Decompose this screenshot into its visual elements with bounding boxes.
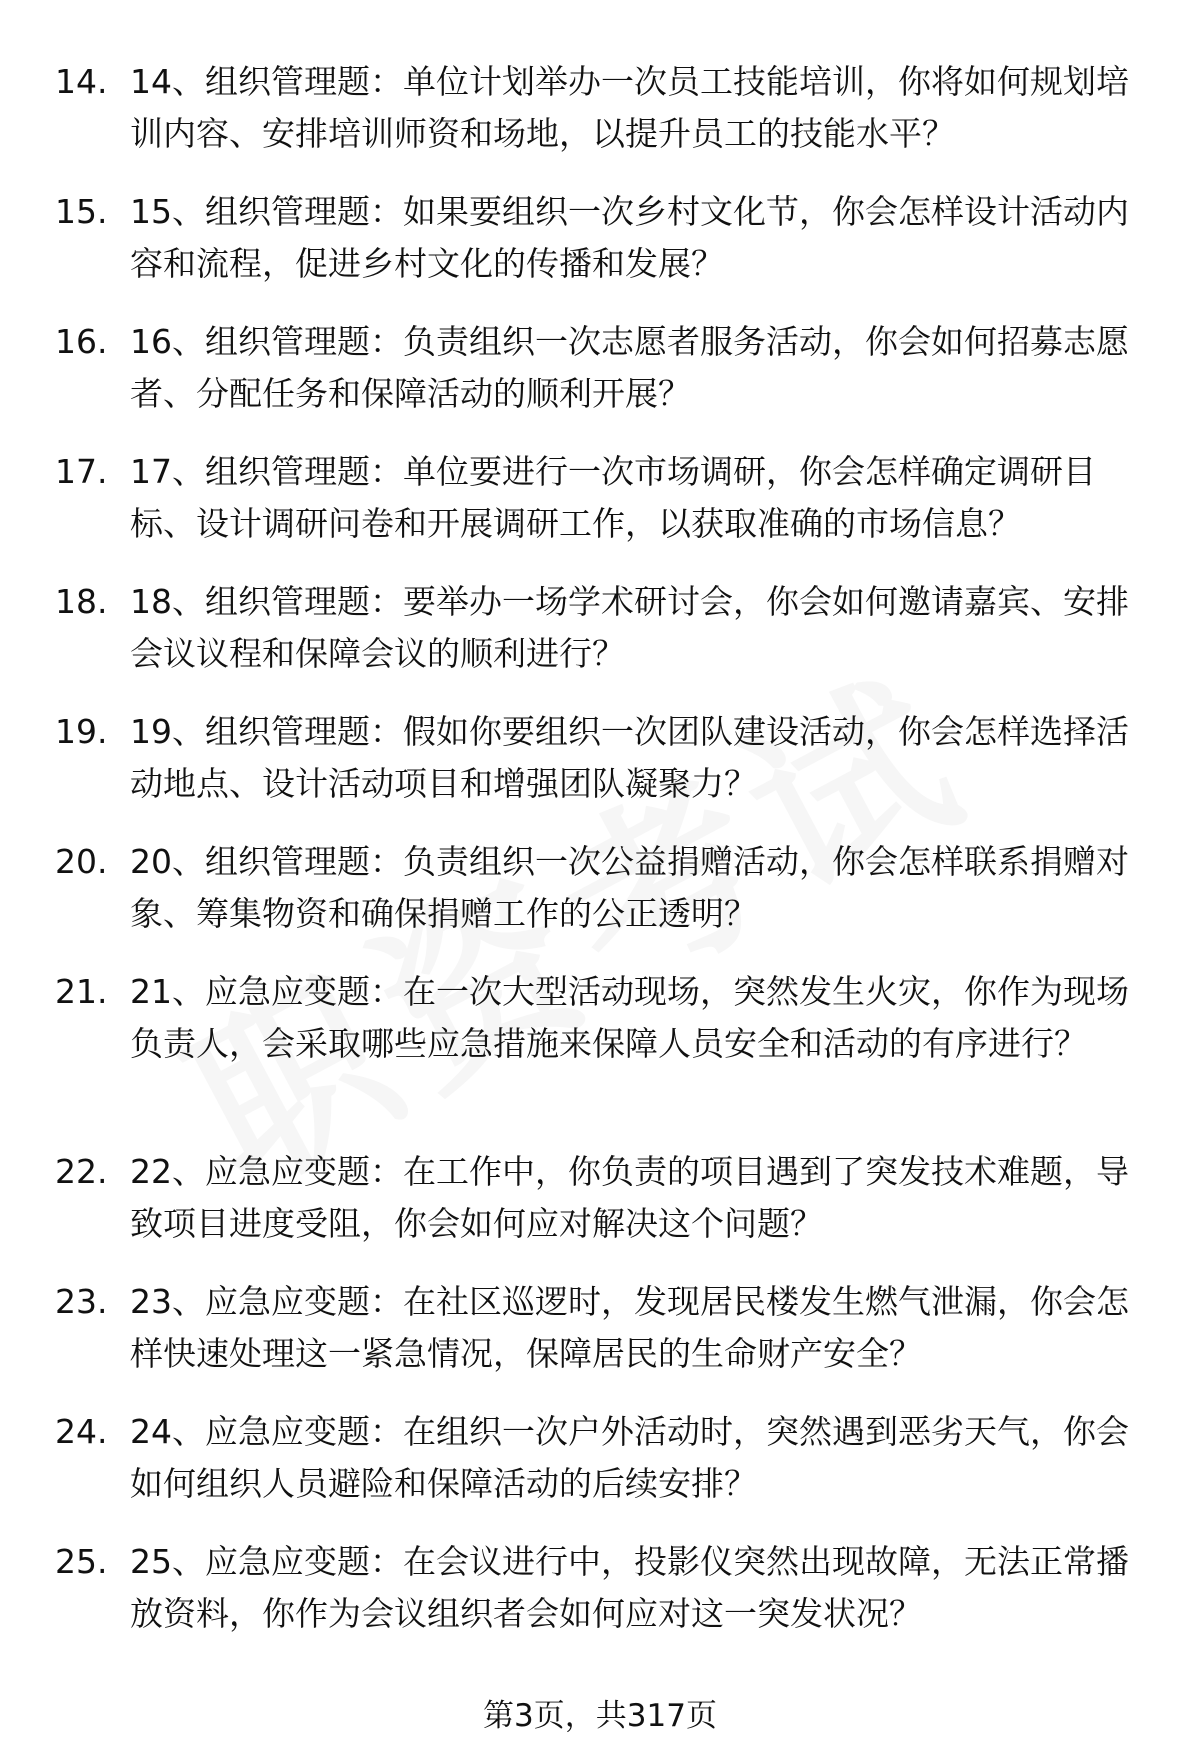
question-text: 23、应急应变题：在社区巡逻时，发现居民楼发生燃气泄漏，你会怎样快速处理这一紧急情况，保障居民的生命财产安全？ [130, 1282, 1129, 1373]
question-item-21 [0, 966, 1200, 1146]
question-number: 14. [55, 62, 108, 101]
question-item-24 [0, 1406, 1200, 1536]
question-number: 18. [55, 582, 108, 621]
page-footer: 第3页，共317页 [483, 1698, 717, 1734]
question-list [0, 56, 1200, 1666]
question-text: 24、应急应变题：在组织一次户外活动时，突然遇到恶劣天气，你会如何组织人员避险和保障活动的后续安排？ [130, 1412, 1129, 1503]
question-item-23 [0, 1276, 1200, 1406]
question-item-15 [0, 186, 1200, 316]
question-text: 18、组织管理题：要举办一场学术研讨会，你会如何邀请嘉宾、安排会议议程和保障会议的顺利进行？ [130, 582, 1129, 673]
question-text: 20、组织管理题：负责组织一次公益捐赠活动，你会怎样联系捐赠对象、筹集物资和确保捐赠工作的公正透明？ [130, 842, 1129, 933]
question-item-18 [0, 576, 1200, 706]
question-text: 14、组织管理题：单位计划举办一次员工技能培训，你将如何规划培训内容、安排培训师资和场地，以提升员工的技能水平？ [130, 62, 1129, 153]
question-text: 19、组织管理题：假如你要组织一次团队建设活动，你会怎样选择活动地点、设计活动项目和增强团队凝聚力？ [130, 712, 1129, 803]
question-item-14 [0, 56, 1200, 186]
question-text: 17、组织管理题：单位要进行一次市场调研，你会怎样确定调研目标、设计调研问卷和开展调研工作，以获取准确的市场信息？ [130, 452, 1096, 543]
question-number: 17. [55, 452, 108, 491]
question-text: 21、应急应变题：在一次大型活动现场，突然发生火灾，你作为现场负责人，会采取哪些应急措施来保障人员安全和活动的有序进行？ [130, 972, 1129, 1063]
question-number: 25. [55, 1542, 108, 1581]
question-item-19 [0, 706, 1200, 836]
question-text: 25、应急应变题：在会议进行中，投影仪突然出现故障，无法正常播放资料，你作为会议组织者会如何应对这一突发状况？ [130, 1542, 1129, 1633]
question-item-16 [0, 316, 1200, 446]
question-number: 16. [55, 322, 108, 361]
question-number: 23. [55, 1282, 108, 1321]
question-number: 24. [55, 1412, 108, 1451]
question-text: 15、组织管理题：如果要组织一次乡村文化节，你会怎样设计活动内容和流程，促进乡村文化的传播和发展？ [130, 192, 1129, 283]
question-item-17 [0, 446, 1200, 576]
question-item-25 [0, 1536, 1200, 1666]
question-number: 15. [55, 192, 108, 231]
question-item-20 [0, 836, 1200, 966]
question-number: 21. [55, 972, 108, 1011]
question-number: 19. [55, 712, 108, 751]
question-number: 20. [55, 842, 108, 881]
question-item-22 [0, 1146, 1200, 1276]
question-number: 22. [55, 1152, 108, 1191]
question-text: 22、应急应变题：在工作中，你负责的项目遇到了突发技术难题，导致项目进度受阻，你会如何应对解决这个问题？ [130, 1152, 1129, 1243]
question-text: 16、组织管理题：负责组织一次志愿者服务活动，你会如何招募志愿者、分配任务和保障活动的顺利开展？ [130, 322, 1129, 413]
